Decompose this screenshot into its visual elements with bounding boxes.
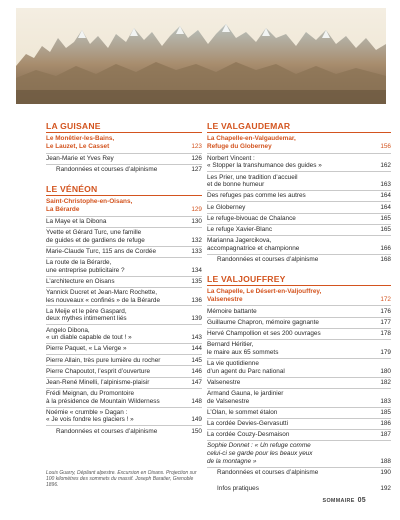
section-subtitle: La Chapelle, Le Désert-en-Valjouffrey, Valsenestre [207, 288, 322, 304]
entry-title: Hervé Champollion et ses 200 ouvrages [207, 330, 321, 338]
page-number: 143 [191, 334, 202, 342]
entry-title: Randonnées et courses d’alpinisme [217, 468, 319, 476]
entry-title: La vie quotidienne d’un agent du Parc national [207, 360, 285, 375]
entry-title: Angelo Dibona, « un diable capable de tout ! » [46, 326, 132, 342]
section-subtitle: Le Monêtier-les-Bains, Le Lauzet, Le Casset [46, 135, 115, 151]
page-number: 182 [380, 378, 391, 386]
entry-title: Infos pratiques [217, 484, 259, 492]
entry-title: Guillaume Chapron, mémoire gagnante [207, 318, 319, 326]
toc-entry[interactable] [46, 258, 202, 277]
image-caption: Louis Guarry, Dépliant alpestre. Excursion en Oisans. Projection sur 100 kilomètres des sommets du massif. Joseph Baratier, Grenoble 1896. [46, 470, 197, 489]
toc-entry[interactable] [46, 355, 202, 366]
toc-entry[interactable] [46, 366, 202, 377]
toc-entry[interactable] [46, 378, 202, 389]
entry-title: Randonnées et courses d’alpinisme [217, 255, 319, 263]
page-number: 136 [191, 296, 202, 304]
toc-entry[interactable] [207, 340, 391, 359]
toc-entry[interactable] [207, 214, 391, 225]
toc-entry[interactable] [207, 236, 391, 255]
page-number: 190 [380, 468, 391, 476]
page-number: 126 [191, 154, 202, 162]
section-title-le-valjouffrey: LE VALJOUFFREY [207, 273, 286, 284]
page-number: 163 [380, 181, 391, 189]
toc-right-column [207, 118, 391, 494]
page-number: 164 [380, 192, 391, 200]
toc-entry[interactable] [207, 359, 391, 378]
toc-entry[interactable] [46, 325, 202, 344]
entry-title: Pierre Paquet, « La Vierge » [46, 345, 127, 353]
mountain-panorama-illustration [16, 8, 386, 104]
page-number: 148 [191, 397, 202, 405]
page-number: 135 [191, 277, 202, 285]
entry-title: Des refuges pas comme les autres [207, 192, 306, 200]
entry-title: Frédi Meignan, du Promontoire à la présidence de Mountain Wilderness [46, 390, 160, 405]
toc-entry[interactable] [46, 228, 202, 247]
page-number: 177 [380, 318, 391, 326]
page-number: 185 [380, 408, 391, 416]
page-number: 147 [191, 378, 202, 386]
section-subtitle-entry[interactable] [207, 287, 391, 307]
entry-title: Marie-Claude Turc, 115 ans de Cordée [46, 247, 157, 255]
entry-title: Le refuge-bivouac de Chalance [207, 214, 296, 222]
page-number: 123 [191, 143, 202, 151]
page-number: 192 [380, 484, 391, 492]
entry-title: Pierre Chapoutot, l’esprit d’ouverture [46, 367, 151, 375]
toc-entry-infos-pratiques[interactable] [207, 484, 391, 494]
toc-entry[interactable] [46, 217, 202, 228]
entry-title: Yvette et Gérard Turc, une famille de guides et de gardiens de refuge [46, 229, 145, 244]
toc-entry[interactable] [207, 306, 391, 317]
entry-title: Randonnées et courses d’alpinisme [56, 166, 158, 174]
spacer [207, 265, 391, 271]
entry-title: Sophie Donnet : « Un refuge comme celui-ci se garde pour les beaux yeux de la montagne » [207, 442, 313, 465]
toc-entry[interactable] [46, 344, 202, 355]
toc-entry[interactable] [207, 225, 391, 236]
page-number: 144 [191, 345, 202, 353]
toc-entry[interactable] [207, 255, 391, 265]
page-number: 164 [380, 203, 391, 211]
page-number: 166 [380, 244, 391, 252]
section-title-le-valgaudemar: LE VALGAUDEMAR [207, 121, 291, 131]
spacer [46, 175, 202, 181]
entry-title: Le refuge Xavier-Blanc [207, 226, 273, 234]
toc-entry[interactable] [207, 408, 391, 419]
section-rule [46, 195, 202, 196]
toc-entry[interactable] [207, 441, 391, 467]
toc-entry[interactable] [46, 408, 202, 427]
entry-title: La cordée Couzy-Desmaison [207, 431, 290, 439]
entry-title: Pierre Allain, très pure lumière du rocher [46, 356, 161, 364]
page-number: 165 [380, 226, 391, 234]
section-subtitle-entry[interactable] [46, 134, 202, 154]
page-number: 188 [380, 457, 391, 465]
entry-title: La Meije et le père Gaspard, deux mythes intimement liés [46, 307, 127, 323]
page-number: 150 [191, 427, 202, 435]
section-rule [207, 285, 391, 286]
entry-title: Yannick Ducret et Jean-Marc Rochette, les nouveaux « confinés » de la Bérarde [46, 288, 161, 304]
section-subtitle-entry[interactable] [207, 134, 391, 154]
toc-entry[interactable] [207, 430, 391, 441]
toc-entry[interactable] [46, 389, 202, 408]
toc-entry[interactable] [207, 329, 391, 340]
page-number: 176 [380, 307, 391, 315]
page-number: 187 [380, 431, 391, 439]
entry-title: Bernard Héritier, le maire aux 65 sommets [207, 341, 279, 356]
footer-page-number: 05 [357, 497, 366, 504]
page-number: 156 [380, 143, 391, 151]
toc-entry[interactable] [207, 468, 391, 478]
page-number: 130 [191, 217, 202, 225]
page-number: 179 [380, 348, 391, 356]
toc-entry[interactable] [207, 202, 391, 213]
toc-left-column [46, 118, 202, 437]
entry-title: La Maye et la Dibona [46, 217, 107, 225]
page-number: 168 [380, 255, 391, 263]
entry-title: Jean-René Minelli, l’alpinisme-plaisir [46, 378, 150, 386]
entry-title: La cordée Devies-Gervasutti [207, 420, 288, 428]
entry-title: L’Olan, le sommet étalon [207, 408, 278, 416]
entry-title: Randonnées et courses d’alpinisme [56, 427, 158, 435]
entry-title: Noémie « crumble » Dagan : « Je vois fondre les glaciers ! » [46, 408, 134, 424]
section-rule [207, 132, 391, 133]
toc-entry[interactable] [46, 247, 202, 258]
page-number: 134 [191, 266, 202, 274]
page-number: 145 [191, 356, 202, 364]
page-number: 129 [191, 206, 202, 214]
entry-title: Valsenestre [207, 378, 241, 386]
section-subtitle: La Chapelle-en-Valgaudemar, Refuge du Globerney [207, 135, 296, 151]
toc-entry[interactable] [207, 172, 391, 191]
page-number: 186 [380, 420, 391, 428]
page-footer [323, 497, 366, 504]
section-subtitle-entry[interactable] [46, 197, 202, 217]
page-number: 139 [191, 315, 202, 323]
entry-title: Norbert Vincent : « Stopper la transhumance des guides » [207, 154, 322, 170]
toc-entry[interactable] [46, 165, 202, 175]
page-number: 162 [380, 162, 391, 170]
toc-entry[interactable] [207, 154, 391, 173]
page-number: 133 [191, 247, 202, 255]
toc-entry[interactable] [207, 318, 391, 329]
section-rule [46, 132, 202, 133]
toc-entry[interactable] [207, 378, 391, 389]
entry-title: Les Prier, une tradition d’accueil et de bonne humeur [207, 173, 298, 189]
entry-title: Jean-Marie et Yves Rey [46, 154, 114, 162]
footer-label: SOMMAIRE [322, 498, 355, 504]
section-title-la-guisane: LA GUISANE [46, 121, 101, 131]
page-number: 149 [191, 416, 202, 424]
entry-title: Armand Gauna, le jardinier de Valsenestre [207, 390, 284, 405]
page-number: 180 [380, 367, 391, 375]
entry-title: Mémoire battante [207, 307, 257, 315]
toc-entry[interactable] [207, 191, 391, 202]
entry-title: Le Globerney [207, 203, 246, 211]
page-number: 165 [380, 214, 391, 222]
toc-entry[interactable] [46, 426, 202, 436]
section-title-le-veneon: LE VÉNÉON [46, 183, 98, 194]
toc-entry[interactable] [46, 306, 202, 325]
entry-title: La route de la Bérarde, une entreprise publicitaire ? [46, 259, 125, 274]
page-number: 172 [380, 296, 391, 304]
entry-title: L’architecture en Oisans [46, 277, 115, 285]
page-number: 183 [380, 397, 391, 405]
page-number: 132 [191, 236, 202, 244]
toc-entry[interactable] [207, 389, 391, 408]
toc-entry[interactable] [46, 288, 202, 307]
toc-entry[interactable] [207, 419, 391, 430]
toc-entry[interactable] [46, 154, 202, 165]
page-number: 127 [191, 166, 202, 174]
toc-entry[interactable] [46, 277, 202, 288]
entry-title: Marianna Jagercikova, accompagnatrice et championne [207, 237, 300, 252]
page-number: 146 [191, 367, 202, 375]
page-number: 178 [380, 330, 391, 338]
section-subtitle: Saint-Christophe-en-Oisans, La Bérarde [46, 198, 133, 214]
